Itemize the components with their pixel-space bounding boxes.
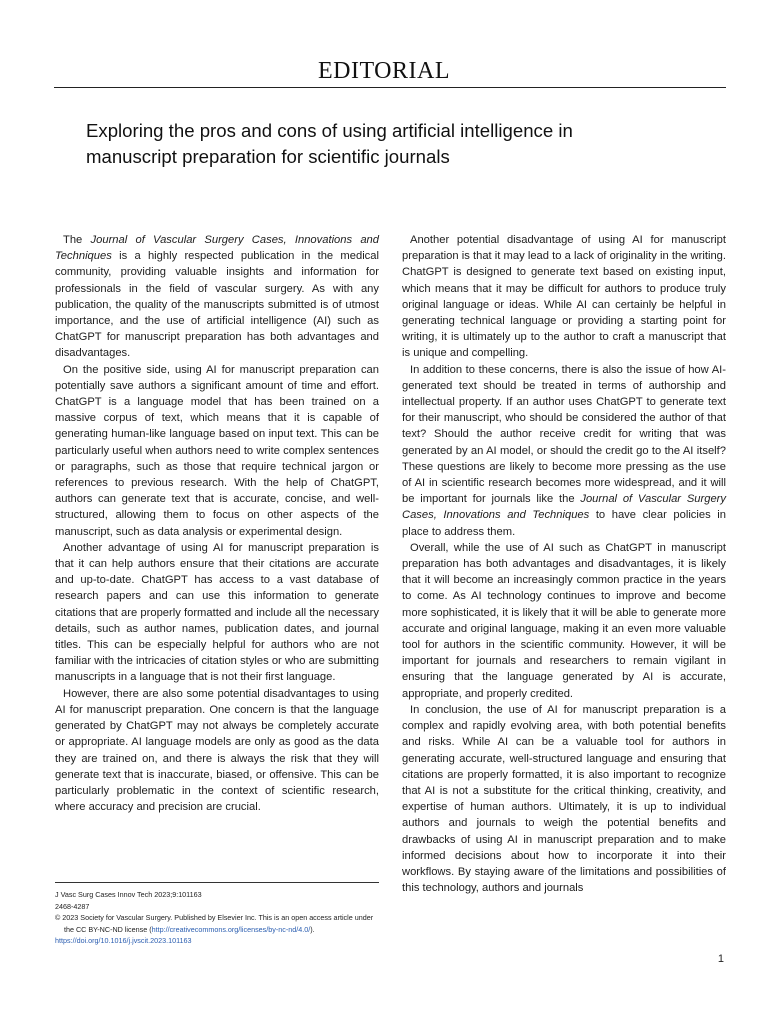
issn: 2468-4287 <box>55 901 90 911</box>
body-paragraph: Overall, while the use of AI such as ChatGPT in manuscript preparation has both advantages and disadvantages, it is likely that it will become an increasingly common practice in the years to come. As AI technology continues to improve and become more sophisticated, it is likely that it will be able to generate more accurate and original language, making it an even more valuable tool for authors in the scientific community. However, it will be important for journals and researchers to remain vigilant in ensuring that the language generated by AI is accurate, appropriate, and properly credited. <box>402 541 726 700</box>
section-label: EDITORIAL <box>317 58 451 84</box>
body-paragraph: On the positive side, using AI for manuscript preparation can potentially save authors a significant amount of time and effort. ChatGPT is a language model that has been trained on a massive corpus of text, which means that it is capable of generating human-like language based on input text. This can be particularly useful when authors need to write complex sentences or paragraphs, such as those that require technical jargon or references to previous research. With the help of ChatGPT, authors can generate text that is accurate, concise, and well-structured, allowing them to focus on other aspects of the manuscript, such as data analysis or experimental design. <box>55 363 379 538</box>
license-link[interactable]: http://creativecommons.org/licenses/by-nc-nd/4.0/ <box>151 924 311 934</box>
journal-name: Journal of Vascular Surgery Cases, Innovations and Techniques <box>402 493 726 522</box>
footnote-rule <box>55 882 379 883</box>
body-column-right <box>402 232 726 896</box>
body-paragraph: In addition to these concerns, there is also the issue of how AI-generated text should be treated in terms of authorship and intellectual property. If an author uses ChatGPT to generate text for their manuscript, who should be considered the author of that text? Should the author receive credit for writing that was generated by an AI model, or should the credit go to the AI itself? These questions are likely to become more pressing as the use of AI in scientific research becomes more widespread, and it will be important for journals like the Journal of Vascular Surgery Cases, Innovations and Techniques to have clear policies in place to address them. <box>402 363 726 538</box>
page-number: 1 <box>717 953 724 965</box>
doi-link[interactable]: https://doi.org/10.1016/j.jvscit.2023.101163 <box>55 936 192 946</box>
journal-citation: J Vasc Surg Cases Innov Tech 2023;9:101163 <box>55 890 202 899</box>
footnotes <box>55 889 379 947</box>
header-rule <box>54 87 726 88</box>
license-notice: © 2023 Society for Vascular Surgery. Published by Elsevier Inc. This is an open access article under the CC BY-NC-ND license (http://creativecommons.org/licenses/by-nc-nd/4.0/). <box>55 913 374 934</box>
body-paragraph: Another advantage of using AI for manuscript preparation is that it can help authors ensure that their citations are accurate and up-to-date. ChatGPT has access to a vast database of research papers and can use this information to generate citations that are properly formatted and include all the necessary details, such as author names, publication dates, and journal titles. This can be especially helpful for authors who are not familiar with the intricacies of citation styles or who are submitting manuscripts in a language that is not their first language. <box>55 541 379 684</box>
body-column-left <box>55 232 379 815</box>
body-paragraph: The Journal of Vascular Surgery Cases, Innovations and Techniques is a highly respected publication in the medical community, providing valuable insights and information for professionals in the field of vascular surgery. As with any publication, the quality of the manuscripts submitted is of utmost importance, and the use of artificial intelligence (AI) such as ChatGPT for manuscript preparation has both advantages and disadvantages. <box>55 234 379 360</box>
body-paragraph: In conclusion, the use of AI for manuscript preparation is a complex and rapidly evolving area, with both potential benefits and risks. While AI can be a valuable tool for authors in generating accurate, well-structured language and ensuring that citations are properly formatted, it is also important to recognize that AI is not a substitute for the critical thinking, creativity, and expertise of human authors. Ultimately, it is up to individual authors and journals to weigh the potential benefits and drawbacks of using AI in manuscript preparation and to make informed decisions about how to incorporate it into their workflows. By staying aware of the limitations and possibilities of this technology, authors and journals <box>402 703 726 895</box>
article-title: Exploring the pros and cons of using artificial intelligence in manuscript preparation for scientific journals <box>86 120 573 167</box>
body-paragraph: Another potential disadvantage of using AI for manuscript preparation is that it may lead to a lack of originality in the writing. ChatGPT is designed to generate text based on existing input, which means that it may be difficult for authors to produce truly original language or ideas. While AI can certainly be helpful in generating technical language or providing a starting point for writing, it is ultimately up to the author to craft a manuscript that is unique and compelling. <box>402 234 726 360</box>
journal-name: Journal of Vascular Surgery Cases, Innovations and Techniques <box>55 234 379 263</box>
body-paragraph: However, there are also some potential disadvantages to using AI for manuscript preparation. One concern is that the language generated by ChatGPT may not always be completely accurate or appropriate. AI language models are only as good as the data they are trained on, and there is always the risk that they will generate text that is inaccurate, biased, or offensive. This can be particularly problematic in the context of scientific research, where accuracy and precision are crucial. <box>55 687 379 814</box>
